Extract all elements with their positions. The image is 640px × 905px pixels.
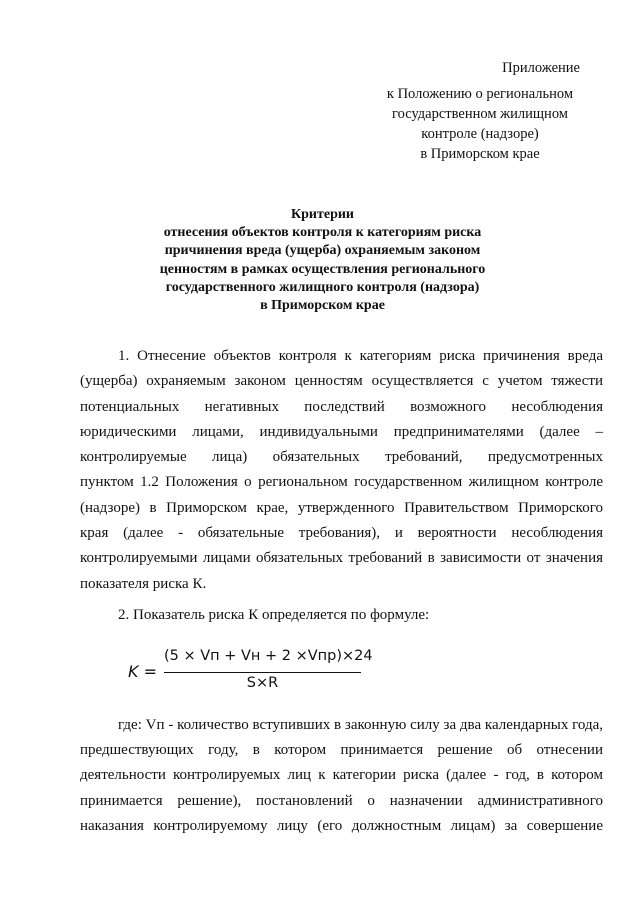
paragraph-line: юридическими лицами, индивидуальными предпринимателями (далее – bbox=[80, 423, 603, 440]
formula-lhs: K = bbox=[128, 662, 157, 681]
paragraph-line: потенциальных негативных последствий возможного несоблюдения bbox=[80, 398, 603, 415]
paragraph-line: 1. Отнесение объектов контроля к категориям риска причинения вреда bbox=[118, 348, 603, 364]
paragraph-line: пунктом 1.2 Положения о региональном государственном жилищном контроле bbox=[80, 474, 603, 491]
title-line: ценностям в рамках осуществления регионального bbox=[159, 261, 486, 277]
appendix-header bbox=[360, 58, 600, 164]
paragraph-line: края (далее - обязательные требования), и вероятности несоблюдения bbox=[80, 525, 603, 542]
paragraph-line: (ущерба) охраняемым законом ценностям осуществляется с учетом тяжести bbox=[80, 373, 603, 390]
formula-denominator: S×R bbox=[246, 675, 279, 691]
paragraph-3 bbox=[80, 713, 603, 839]
title-line: отнесения объектов контроля к категориям риска bbox=[163, 225, 482, 241]
title-line: в Приморском крае bbox=[260, 298, 385, 314]
paragraph-1 bbox=[80, 344, 603, 597]
formula-numerator: (5 × Vп + Vн + 2 ×Vпр)×24 bbox=[164, 648, 373, 664]
document-title bbox=[80, 206, 565, 315]
paragraph-2: 2. Показатель риска К определяется по формуле: bbox=[118, 607, 430, 623]
appendix-label: Приложение bbox=[502, 60, 580, 76]
paragraph-line: предшествующих году, в котором принимается решение об отнесении bbox=[80, 742, 603, 759]
appendix-line: к Положению о региональном bbox=[386, 86, 574, 102]
title-line: государственного жилищного контроля (надзора) bbox=[165, 279, 480, 295]
paragraph-line: контролируемые лица) обязательных требований, предусмотренных bbox=[80, 449, 603, 466]
fraction-bar bbox=[164, 672, 361, 673]
paragraph-line: показателя риска К. bbox=[80, 575, 207, 592]
appendix-line: государственном жилищном bbox=[392, 106, 568, 122]
appendix-line: в Приморском крае bbox=[420, 146, 540, 162]
title-line: причинения вреда (ущерба) охраняемым законом bbox=[164, 243, 481, 259]
paragraph-line: наказания контролируемому лицу (его должностным лицам) за совершение bbox=[80, 817, 603, 834]
paragraph-line: где: Vп - количество вступивших в законную силу за два календарных года, bbox=[118, 717, 603, 733]
appendix-line: контроле (надзоре) bbox=[421, 126, 539, 142]
risk-formula bbox=[128, 648, 373, 694]
paragraph-line: контролируемыми лицами обязательных требований в зависимости от значения bbox=[80, 550, 603, 567]
title-heading: Критерии bbox=[290, 207, 354, 222]
paragraph-line: (надзоре) в Приморском крае, утвержденного Правительством Приморского bbox=[80, 499, 603, 516]
paragraph-line: деятельности контролируемых лиц к категории риска (далее - год, в котором bbox=[80, 767, 603, 784]
paragraph-line: принимается решение), постановлений о назначении административного bbox=[80, 792, 603, 809]
